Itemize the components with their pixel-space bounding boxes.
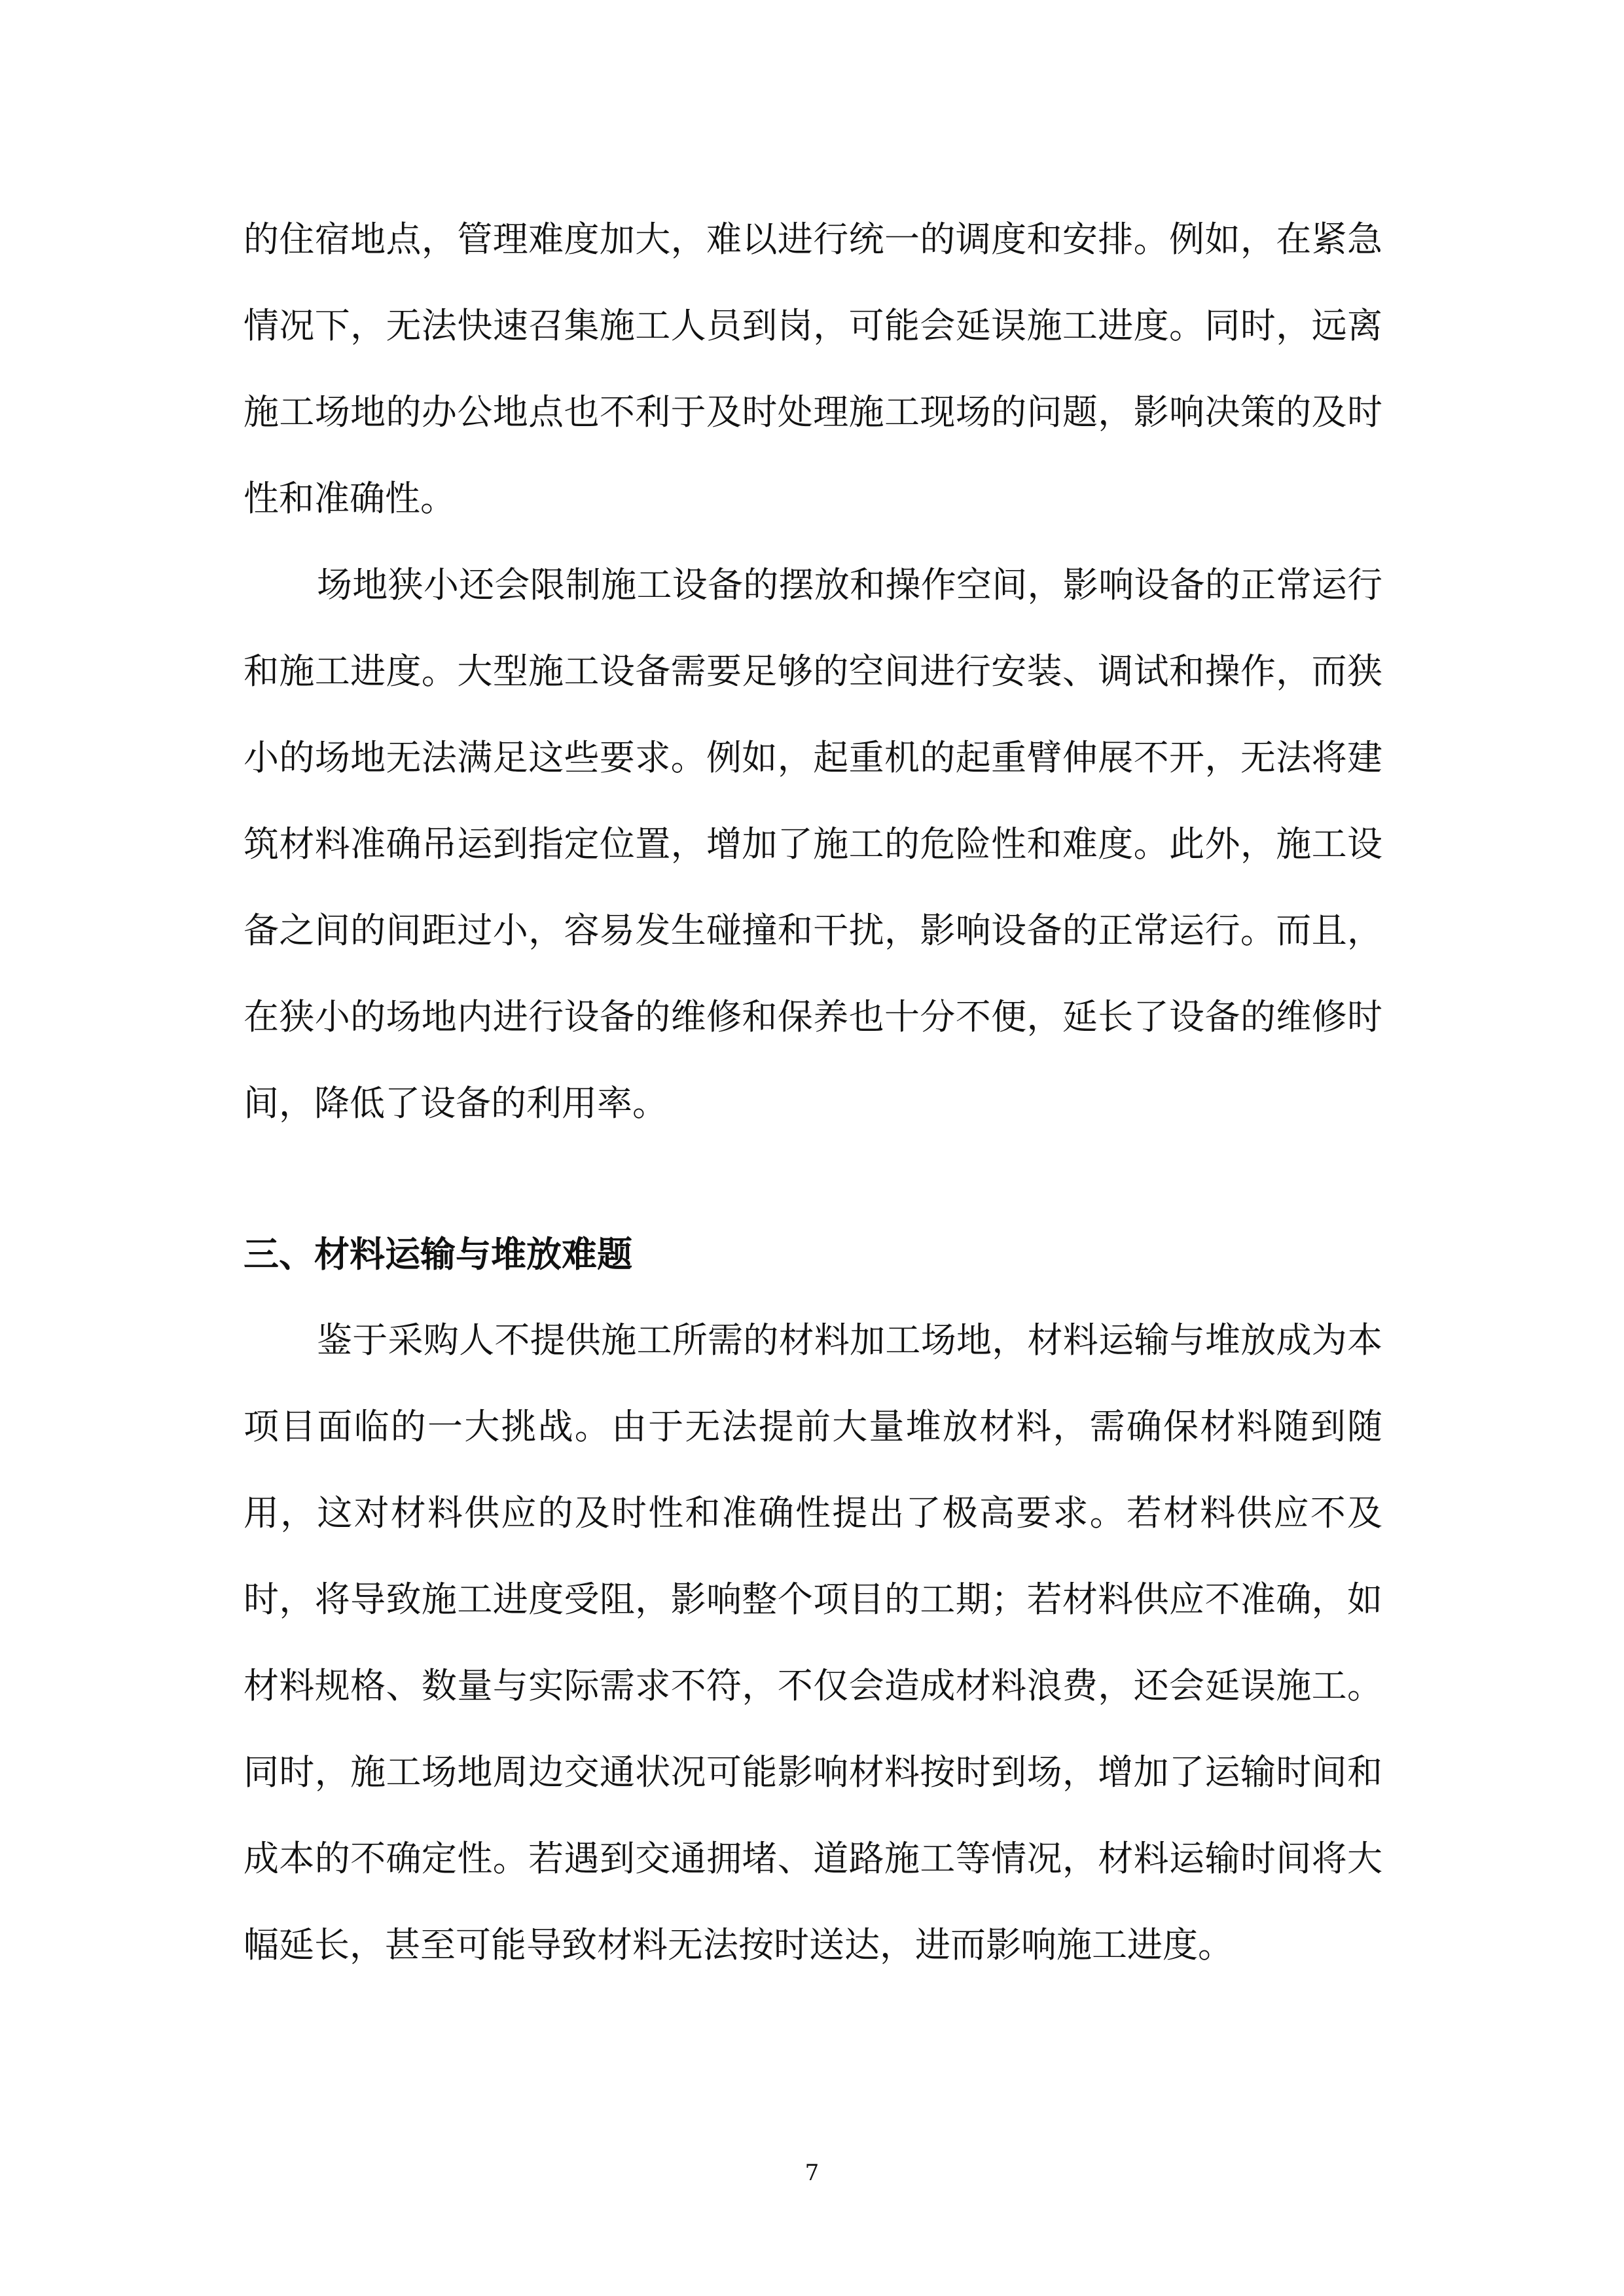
- paragraph-text: 场地狭小还会限制施工设备的摆放和操作空间，影响设备的正常运行和施工进度。大型施工设备需要足够的空间进行安装、调试和操作，而狭小的场地无法满足这些要求。例如，起重机的起重臂伸展不开，无法将建筑材料准确吊运到指定位置，增加了施工的危险性和难度。此外，施工设备之间的间距过小，容易发生碰撞和干扰，影响设备的正常运行。而且，在狭小的场地内进行设备的维修和保养也十分不便，延长了设备的维修时间，降低了设备的利用率。: [244, 564, 1382, 1124]
- paragraph-material-transport: [244, 1297, 1382, 1988]
- paragraph-equipment-space: [244, 542, 1382, 1147]
- paragraph-text: 的住宿地点，管理难度加大，难以进行统一的调度和安排。例如，在紧急情况下，无法快速召集施工人员到岗，可能会延误施工进度。同时，远离施工场地的办公地点也不利于及时处理施工现场的问题，影响决策的及时性和准确性。: [244, 219, 1382, 519]
- paragraph-continued: [244, 196, 1382, 542]
- page-number: 7: [804, 2160, 820, 2186]
- section-heading: 三、材料运输与堆放难题: [244, 1233, 632, 1275]
- paragraph-text: 鉴于采购人不提供施工所需的材料加工场地，材料运输与堆放成为本项目面临的一大挑战。由于无法提前大量堆放材料，需确保材料随到随用，这对材料供应的及时性和准确性提出了极高要求。若材料供应不及时，将导致施工进度受阻，影响整个项目的工期；若材料供应不准确，如材料规格、数量与实际需求不符，不仅会造成材料浪费，还会延误施工。同时，施工场地周边交通状况可能影响材料按时到场，增加了运输时间和成本的不确定性。若遇到交通拥堵、道路施工等情况，材料运输时间将大幅延长，甚至可能导致材料无法按时送达，进而影响施工进度。: [244, 1319, 1382, 1965]
